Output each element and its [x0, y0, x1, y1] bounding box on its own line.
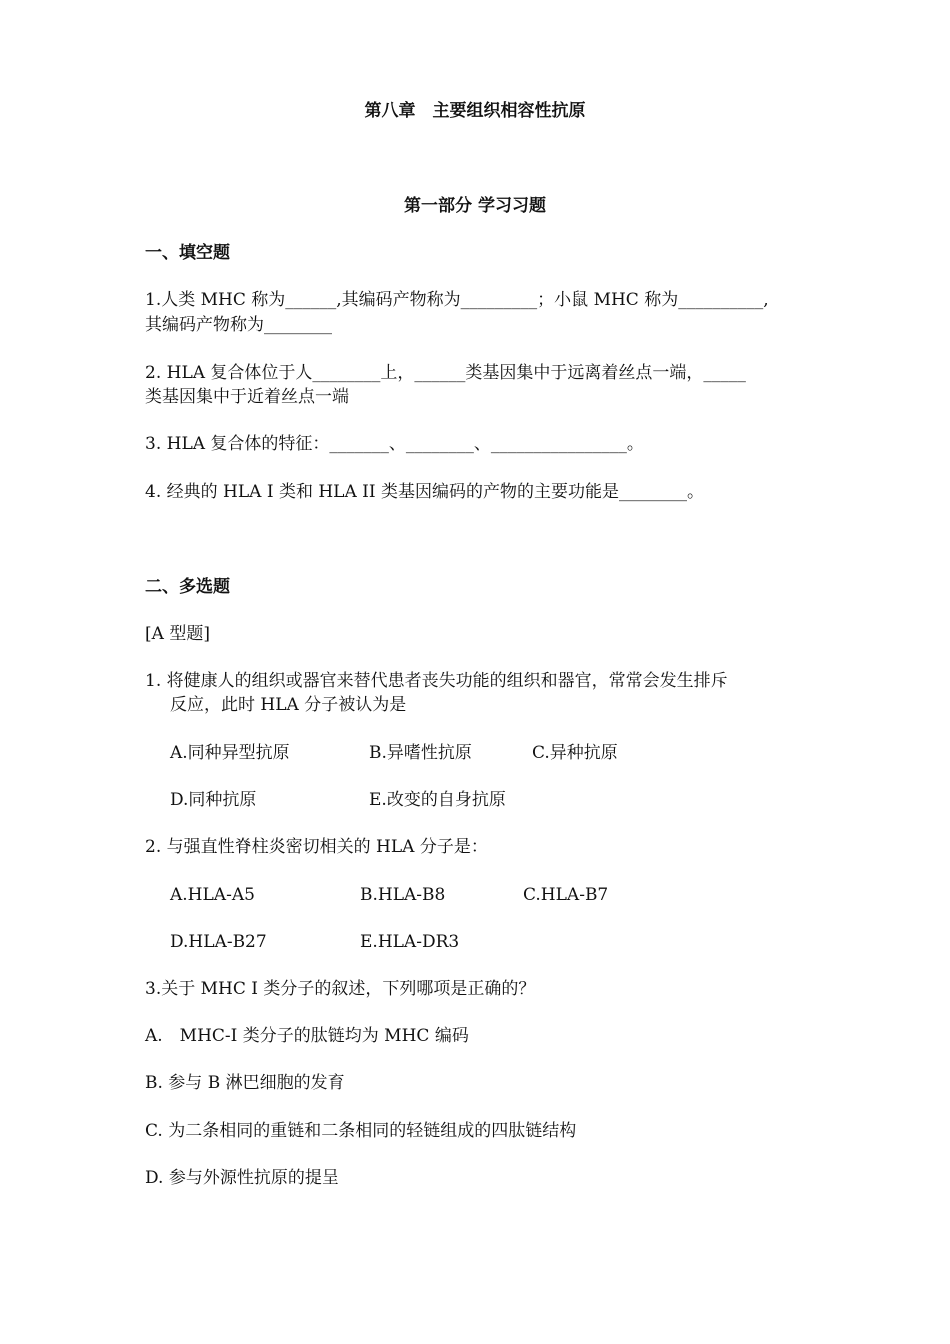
- q3-option-b: B. 参与 B 淋巴细胞的发育: [145, 1073, 345, 1093]
- q3-option-d: D. 参与外源性抗原的提呈: [145, 1168, 339, 1188]
- q2-option-a: A.HLA-A5: [170, 885, 255, 905]
- q1-option-c: C.异种抗原: [532, 743, 618, 763]
- choice-question-2: 2. 与强直性脊柱炎密切相关的 HLA 分子是：: [145, 837, 488, 857]
- fill-question-4: 4. 经典的 HLA I 类和 HLA II 类基因编码的产物的主要功能是________。: [145, 482, 704, 502]
- choice-question-1-line-1: 1. 将健康人的组织或器官来替代患者丧失功能的组织和器官，常常会发生排斥: [145, 671, 728, 691]
- q2-option-e: E.HLA-DR3: [360, 932, 460, 952]
- q1-option-e: E.改变的自身抗原: [369, 790, 506, 810]
- section-heading-multiple-choice: 二、多选题: [145, 577, 230, 597]
- fill-question-2-line-2: 类基因集中于近着丝点一端: [145, 387, 349, 407]
- q3-option-a: A. MHC-I 类分子的肽链均为 MHC 编码: [145, 1026, 469, 1046]
- part-title: 第一部分 学习习题: [404, 196, 546, 216]
- choice-question-1-line-2: 反应，此时 HLA 分子被认为是: [170, 695, 407, 715]
- q2-option-b: B.HLA-B8: [360, 885, 446, 905]
- fill-question-1-line-1: 1.人类 MHC 称为______,其编码产物称为_________；小鼠 MHC 称为__________,: [145, 290, 769, 310]
- q1-option-a: A.同种异型抗原: [170, 743, 290, 763]
- fill-question-3: 3. HLA 复合体的特征：_______、________、________________。: [145, 434, 644, 454]
- chapter-title: 第八章 主要组织相容性抗原: [364, 101, 586, 121]
- q1-option-b: B.异嗜性抗原: [369, 743, 472, 763]
- q2-option-d: D.HLA-B27: [170, 932, 267, 952]
- section-heading-fill-in: 一、填空题: [145, 243, 230, 263]
- fill-question-1-line-2: 其编码产物称为________: [145, 315, 332, 335]
- q3-option-c: C. 为二条相同的重链和二条相同的轻链组成的四肽链结构: [145, 1121, 577, 1141]
- q1-option-d: D.同种抗原: [170, 790, 257, 810]
- subsection-heading-type-a: [A 型题]: [145, 624, 210, 644]
- choice-question-3: 3.关于 MHC I 类分子的叙述，下列哪项是正确的？: [145, 979, 536, 999]
- q2-option-c: C.HLA-B7: [523, 885, 609, 905]
- fill-question-2-line-1: 2. HLA 复合体位于人________上，______类基因集中于远离着丝点一端，_____: [145, 363, 746, 383]
